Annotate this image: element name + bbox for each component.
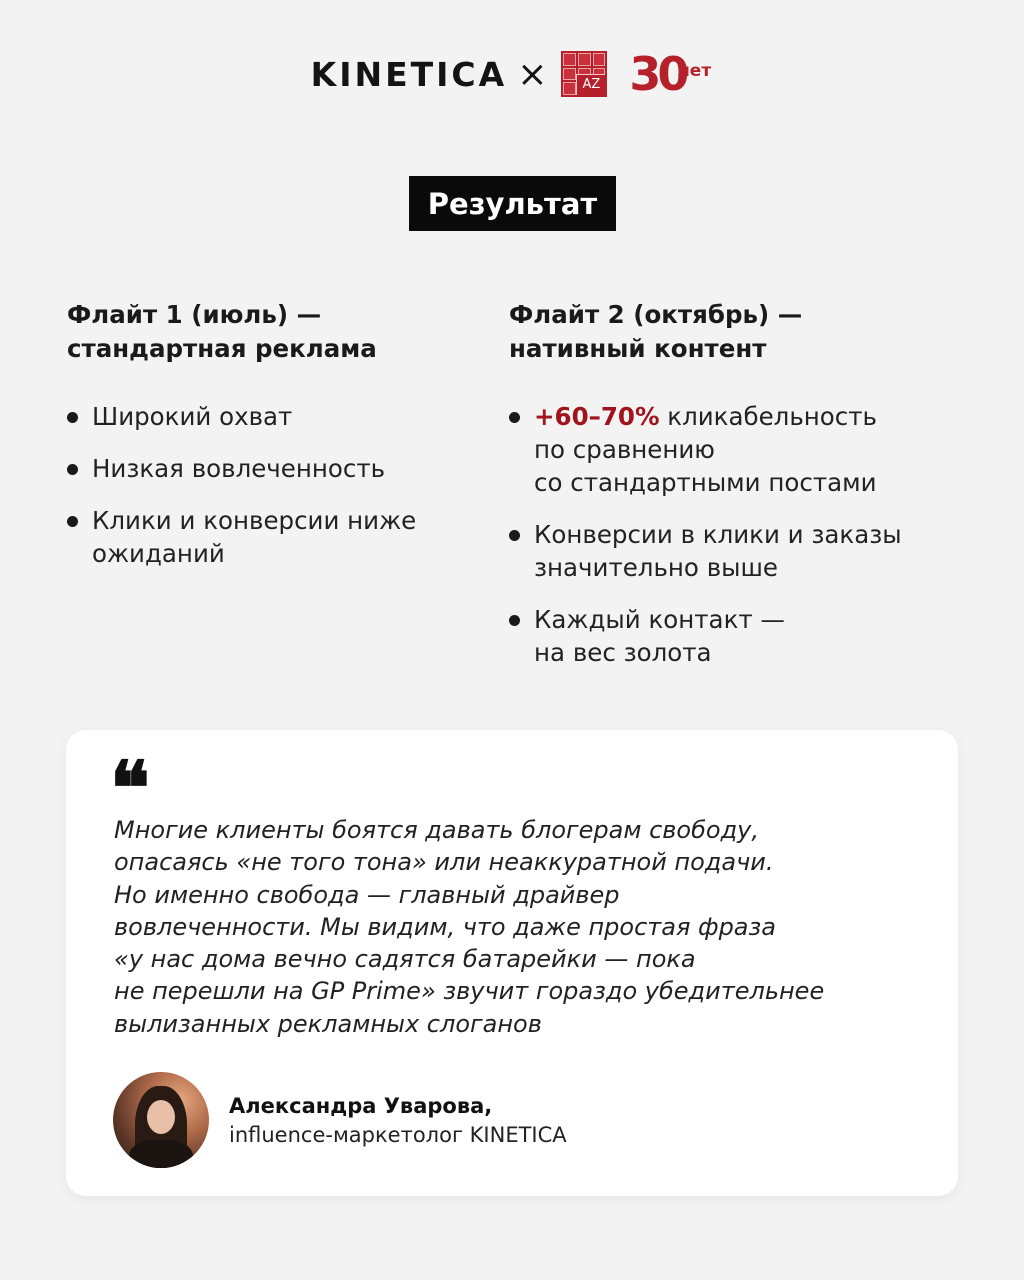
bullet-icon (509, 615, 520, 626)
anniversary-logo (629, 49, 713, 99)
ctr-highlight: +60–70% (534, 402, 660, 431)
list-item-text: на вес золота (534, 638, 712, 667)
author-name: Александра Уварова, (229, 1094, 493, 1118)
author-role: influence-маркетолог KINETICA (229, 1123, 567, 1147)
kinetica-logo: KINETICA (310, 54, 508, 94)
bullet-icon (509, 530, 520, 541)
list-item (67, 504, 487, 570)
flight1-heading-line1: Флайт 1 (июль) — (67, 300, 322, 329)
bullet-icon (67, 412, 78, 423)
list-item (67, 452, 487, 485)
list-item (509, 400, 969, 499)
author-avatar (113, 1072, 209, 1168)
az-logo-text: AZ (576, 74, 605, 95)
list-item-text: Клики и конверсии ниже (92, 506, 417, 535)
quote-line: опасаясь «не того тона» или неаккуратной подачи. (114, 848, 774, 877)
flight1-heading (67, 298, 487, 366)
anniversary-word: лет (677, 61, 712, 81)
list-item (509, 603, 969, 669)
bullet-icon (67, 516, 78, 527)
collab-separator: × (517, 53, 548, 95)
quote-mark-icon: ❝ (110, 746, 150, 832)
list-item (509, 518, 969, 584)
flight1-heading-line2: стандартная реклама (67, 334, 377, 363)
anniversary-number: 30 (629, 47, 686, 101)
list-item-text: по сравнению (534, 435, 715, 464)
bullet-icon (67, 464, 78, 475)
flight2-heading-line1: Флайт 2 (октябрь) — (509, 300, 803, 329)
list-item-text: значительно выше (534, 553, 778, 582)
ctr-text: кликабельность (659, 402, 877, 431)
flight2-list (509, 400, 969, 669)
quote-line: Многие клиенты боятся давать блогерам свободу, (114, 816, 760, 844)
quote-card (66, 730, 958, 1196)
bullet-icon (509, 412, 520, 423)
page-title: Результат (409, 176, 616, 231)
flight1-column (67, 298, 487, 589)
flight2-heading (509, 298, 969, 366)
quote-text (114, 814, 914, 1040)
flight2-heading-line2: нативный контент (509, 334, 767, 363)
az-partner-logo (561, 51, 607, 97)
list-item-text: ожиданий (92, 539, 225, 568)
list-item (67, 400, 487, 433)
quote-line: «у нас дома вечно садятся батарейки — пока (114, 945, 696, 974)
quote-line: вовлеченности. Мы видим, что даже простая фраза (114, 912, 776, 941)
flight1-list (67, 400, 487, 570)
quote-line: не перешли на GP Prime» звучит гораздо убедительнее (114, 977, 825, 1006)
flight2-column (509, 298, 969, 688)
header-logos (0, 44, 1024, 104)
quote-line: Но именно свобода — главный драйвер (114, 880, 620, 909)
list-item-text: Каждый контакт — (534, 605, 785, 634)
list-item-text: Конверсии в клики и заказы (534, 520, 902, 549)
list-item-text (534, 400, 969, 433)
list-item-text: Широкий охват (92, 402, 293, 431)
list-item-text: Низкая вовлеченность (92, 454, 386, 483)
list-item-text: со стандартными постами (534, 468, 877, 497)
quote-line: вылизанных рекламных слоганов (114, 1009, 542, 1038)
